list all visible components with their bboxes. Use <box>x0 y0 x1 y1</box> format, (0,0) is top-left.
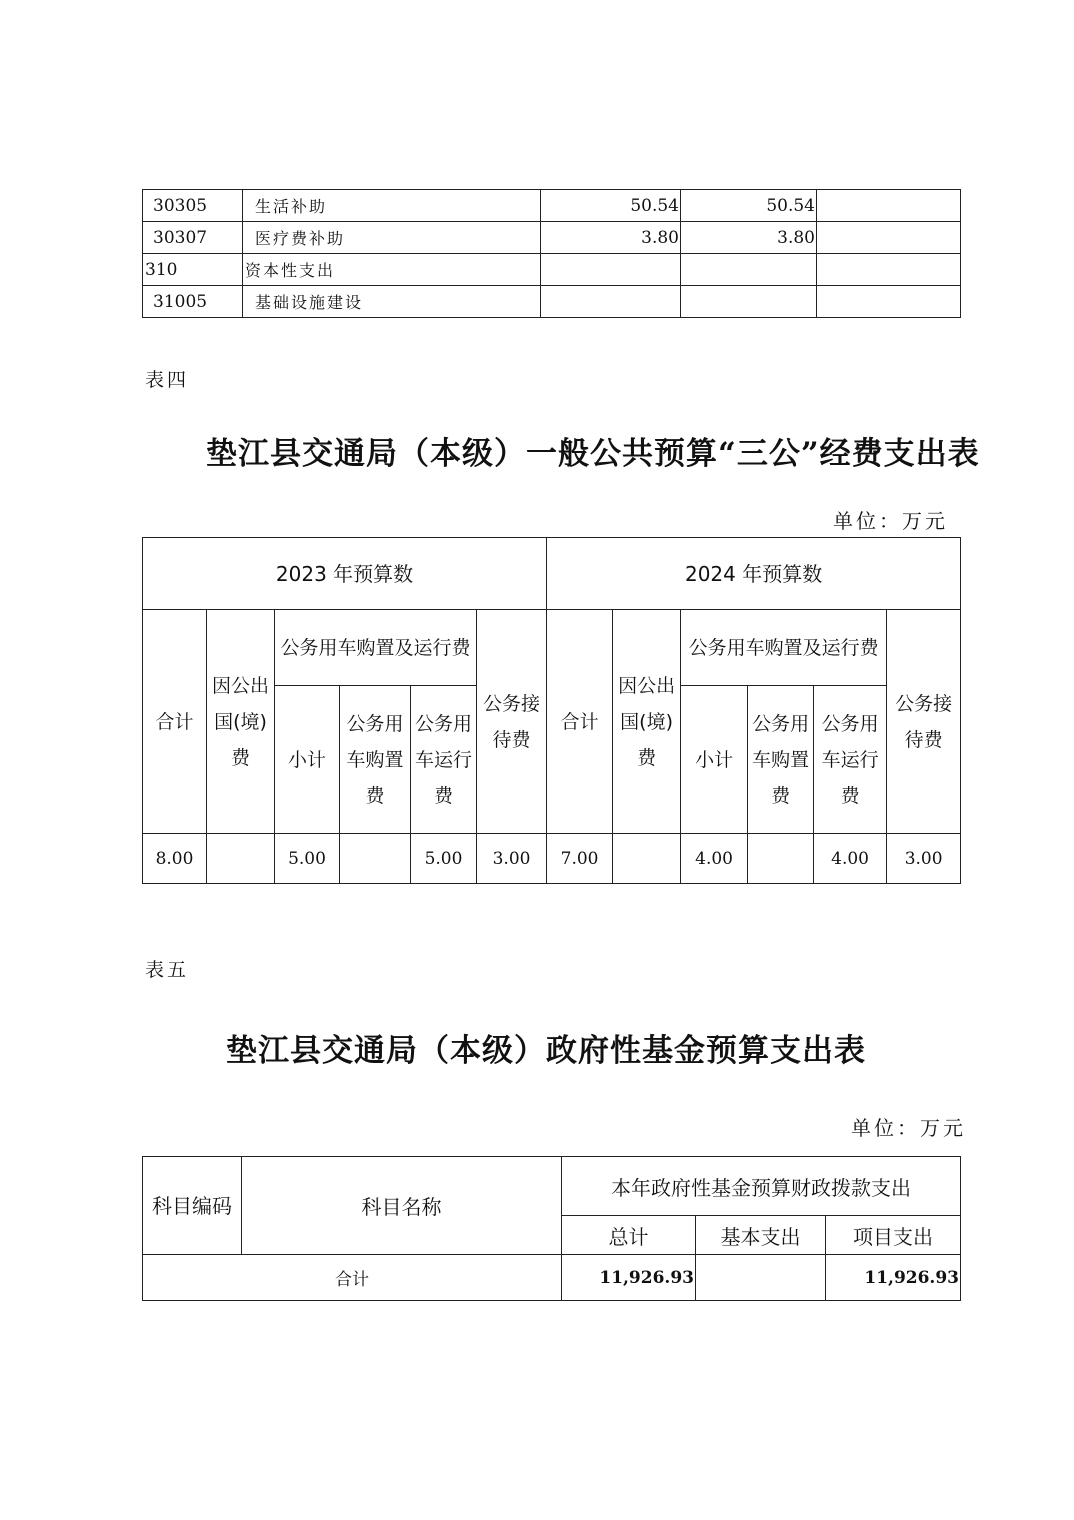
col-project: 项目支出 <box>826 1216 961 1255</box>
col-vehicle-2023: 公务用车购置及运行费 <box>275 610 477 686</box>
row-value: 3.80 <box>681 222 817 254</box>
cell-value <box>748 834 814 884</box>
table-5-unit: 单位：万元 <box>851 1116 966 1140</box>
row-value <box>817 254 961 286</box>
table-4-unit: 单位：万元 <box>833 509 948 533</box>
row-name: 基础设施建设 <box>243 286 541 318</box>
table-row <box>143 190 961 222</box>
col-total: 总计 <box>562 1216 696 1255</box>
table-4-title: 垫江县交通局（本级）一般公共预算“三公”经费支出表 <box>206 436 980 472</box>
row-code: 30307 <box>143 222 243 254</box>
row-value <box>541 254 681 286</box>
col-abroad-2024: 因公出国(境)费 <box>613 610 681 834</box>
row-value: 50.54 <box>541 190 681 222</box>
col-basic: 基本支出 <box>696 1216 826 1255</box>
cell-value <box>207 834 275 884</box>
table-5-title: 垫江县交通局（本级）政府性基金预算支出表 <box>226 1033 866 1069</box>
col-group: 本年政府性基金预算财政拨款支出 <box>562 1157 961 1216</box>
col-reception-2023: 公务接待费 <box>477 610 547 834</box>
cell-value: 3.00 <box>477 834 547 884</box>
row-name: 资本性支出 <box>243 254 541 286</box>
col-code: 科目编码 <box>143 1157 242 1255</box>
basic-value <box>696 1255 826 1301</box>
table-row <box>143 222 961 254</box>
table-row <box>143 254 961 286</box>
year-2024-header: 2024 年预算数 <box>547 538 961 610</box>
cell-value <box>613 834 681 884</box>
table-3-fragment <box>142 189 961 318</box>
cell-value: 3.00 <box>887 834 961 884</box>
row-value <box>681 254 817 286</box>
table-row <box>143 1255 961 1301</box>
col-running-2024: 公务用车运行费 <box>814 686 887 834</box>
row-value <box>681 286 817 318</box>
col-subtotal-2024: 小计 <box>681 686 748 834</box>
cell-value: 8.00 <box>143 834 207 884</box>
cell-value <box>340 834 411 884</box>
row-code: 310 <box>143 254 243 286</box>
total-label: 合计 <box>143 1255 562 1301</box>
col-purchase-2023: 公务用车购置费 <box>340 686 411 834</box>
row-value <box>817 286 961 318</box>
table-5-label: 表五 <box>145 959 190 981</box>
col-purchase-2024: 公务用车购置费 <box>748 686 814 834</box>
col-name: 科目名称 <box>242 1157 562 1255</box>
col-total-2024: 合计 <box>547 610 613 834</box>
cell-value: 4.00 <box>681 834 748 884</box>
row-name: 医疗费补助 <box>243 222 541 254</box>
row-value <box>541 286 681 318</box>
three-public-expense-table <box>142 537 961 884</box>
row-value: 3.80 <box>541 222 681 254</box>
col-subtotal-2023: 小计 <box>275 686 340 834</box>
table-4-label: 表四 <box>145 369 190 391</box>
row-value <box>817 222 961 254</box>
total-value: 11,926.93 <box>562 1255 696 1301</box>
row-value <box>817 190 961 222</box>
col-abroad-2023: 因公出国(境)费 <box>207 610 275 834</box>
project-value: 11,926.93 <box>826 1255 961 1301</box>
row-name: 生活补助 <box>243 190 541 222</box>
cell-value: 7.00 <box>547 834 613 884</box>
cell-value: 5.00 <box>275 834 340 884</box>
row-value: 50.54 <box>681 190 817 222</box>
government-fund-expense-table <box>142 1156 961 1301</box>
year-2023-header: 2023 年预算数 <box>143 538 547 610</box>
col-total-2023: 合计 <box>143 610 207 834</box>
table-row <box>143 834 961 884</box>
col-vehicle-2024: 公务用车购置及运行费 <box>681 610 887 686</box>
col-reception-2024: 公务接待费 <box>887 610 961 834</box>
table-row <box>143 286 961 318</box>
cell-value: 5.00 <box>411 834 477 884</box>
row-code: 30305 <box>143 190 243 222</box>
row-code: 31005 <box>143 286 243 318</box>
col-running-2023: 公务用车运行费 <box>411 686 477 834</box>
cell-value: 4.00 <box>814 834 887 884</box>
